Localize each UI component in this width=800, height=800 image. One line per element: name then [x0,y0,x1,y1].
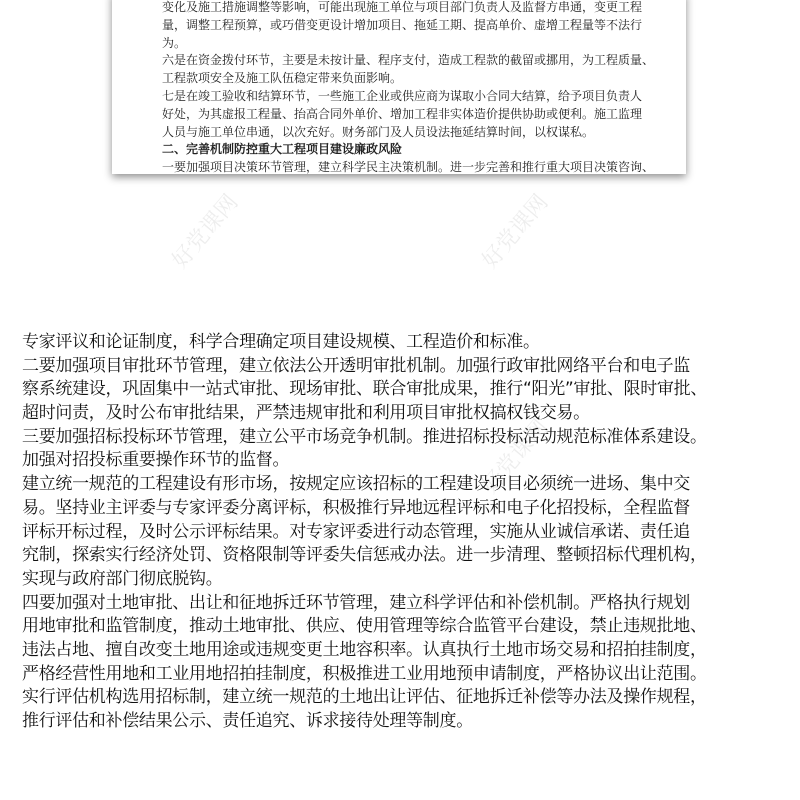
document-body-text [22,331,707,734]
card-text-line: 七是在竣工验收和结算环节，一些施工企业或供应商为谋取小合同大结算，给予项目负责人 [162,88,643,103]
watermark: 好党课网 [477,190,554,274]
body-text-line: 察系统建设，巩固集中一站式审批、现场审批、联合审批成果，推行“阳光”审批、限时审批、 [22,379,708,400]
card-text-line: 六是在资金拨付环节，主要是未按计量、程序支付，造成工程款的截留或挪用，为工程质量、 [162,53,655,68]
watermark: 好党课网 [167,190,244,274]
card-text-line: 为。 [162,35,187,50]
card-text-line: 一要加强项目决策环节管理，建立科学民主决策机制。进一步完善和推行重大项目决策咨询、 [162,160,655,175]
document-image-card [112,0,686,174]
body-text-line: 超时问责，及时公布审批结果，严禁违规审批和利用项目审批权搞权钱交易。 [22,403,590,424]
body-text-line: 违法占地、擅自改变土地用途或违规变更土地容积率。认真执行土地市场交易和招拍挂制度， [22,639,707,660]
body-text-line: 加强对招投标重要操作环节的监督。 [22,450,290,471]
watermark: 好党课网 [477,415,554,499]
body-text-line: 实行评估机构选用招标制，建立统一规范的土地出让评估、征地拆迁补偿等办法及操作规程， [22,687,707,708]
card-text-line: 量，调整工程预算，或巧借变更设计增加项目、拖延工期、提高单价、虚增工程量等不法行 [162,17,643,32]
card-text-line: 好处，为其虚报工程量、抬高合同外单价、增加工程非实体造价提供协助或便利。施工监理 [162,106,643,121]
body-text-line: 二要加强项目审批环节管理，建立依法公开透明审批机制。加强行政审批网络平台和电子监 [22,355,690,376]
body-text-line: 用地审批和监管制度，推动土地审批、供应、使用管理等综合监管平台建设，禁止违规批地、 [22,616,707,637]
body-text-line: 推行评估和补偿结果公示、责任追究、诉求接待处理等制度。 [22,711,473,731]
section-heading: 二、完善机制防控重大工程项目建设廉政风险 [162,142,403,157]
body-text-line: 实现与政府部门彻底脱钩。 [22,568,223,589]
body-text-line: 严格经营性用地和工业用地招拍挂制度，积极推进工业用地预申请制度，严格协议出让范围。 [22,663,707,684]
body-text-line: 易。坚持业主评委与专家评委分离评标，积极推行异地远程评标和电子化招投标，全程监督 [22,497,690,518]
body-text-line: 评标开标过程，及时公示评标结果。对专家评委进行动态管理，实施从业诚信承诺、责任追 [22,521,690,542]
body-text-line: 三要加强招标投标环节管理，建立公平市场竞争机制。推进招标投标活动规范标准体系建设。 [22,426,707,447]
body-text-line: 四要加强对土地审批、出让和征地拆迁环节管理，建立科学评估和补偿机制。严格执行规划 [22,592,690,613]
card-text-line: 人员与施工单位串通，以次充好。财务部门及人员设法拖延结算时间，以权谋私。 [162,124,595,139]
body-text-line: 究制，探索实行经济处罚、资格限制等评委失信惩戒办法。进一步清理、整顿招标代理机构， [22,545,707,566]
card-text-line: 变化及施工措施调整等影响，可能出现施工单位与项目部门负责人及监督方串通，变更工程 [162,0,643,14]
body-text-line: 专家评议和论证制度，科学合理确定项目建设规模、工程造价和标准。 [22,332,540,352]
card-text [162,0,654,177]
card-text-line: 工程款项安全及施工队伍稳定带来负面影响。 [162,71,403,86]
body-text-line: 建立统一规范的工程建设有形市场，按规定应该招标的工程建设项目必须统一进场、集中交 [22,474,690,495]
